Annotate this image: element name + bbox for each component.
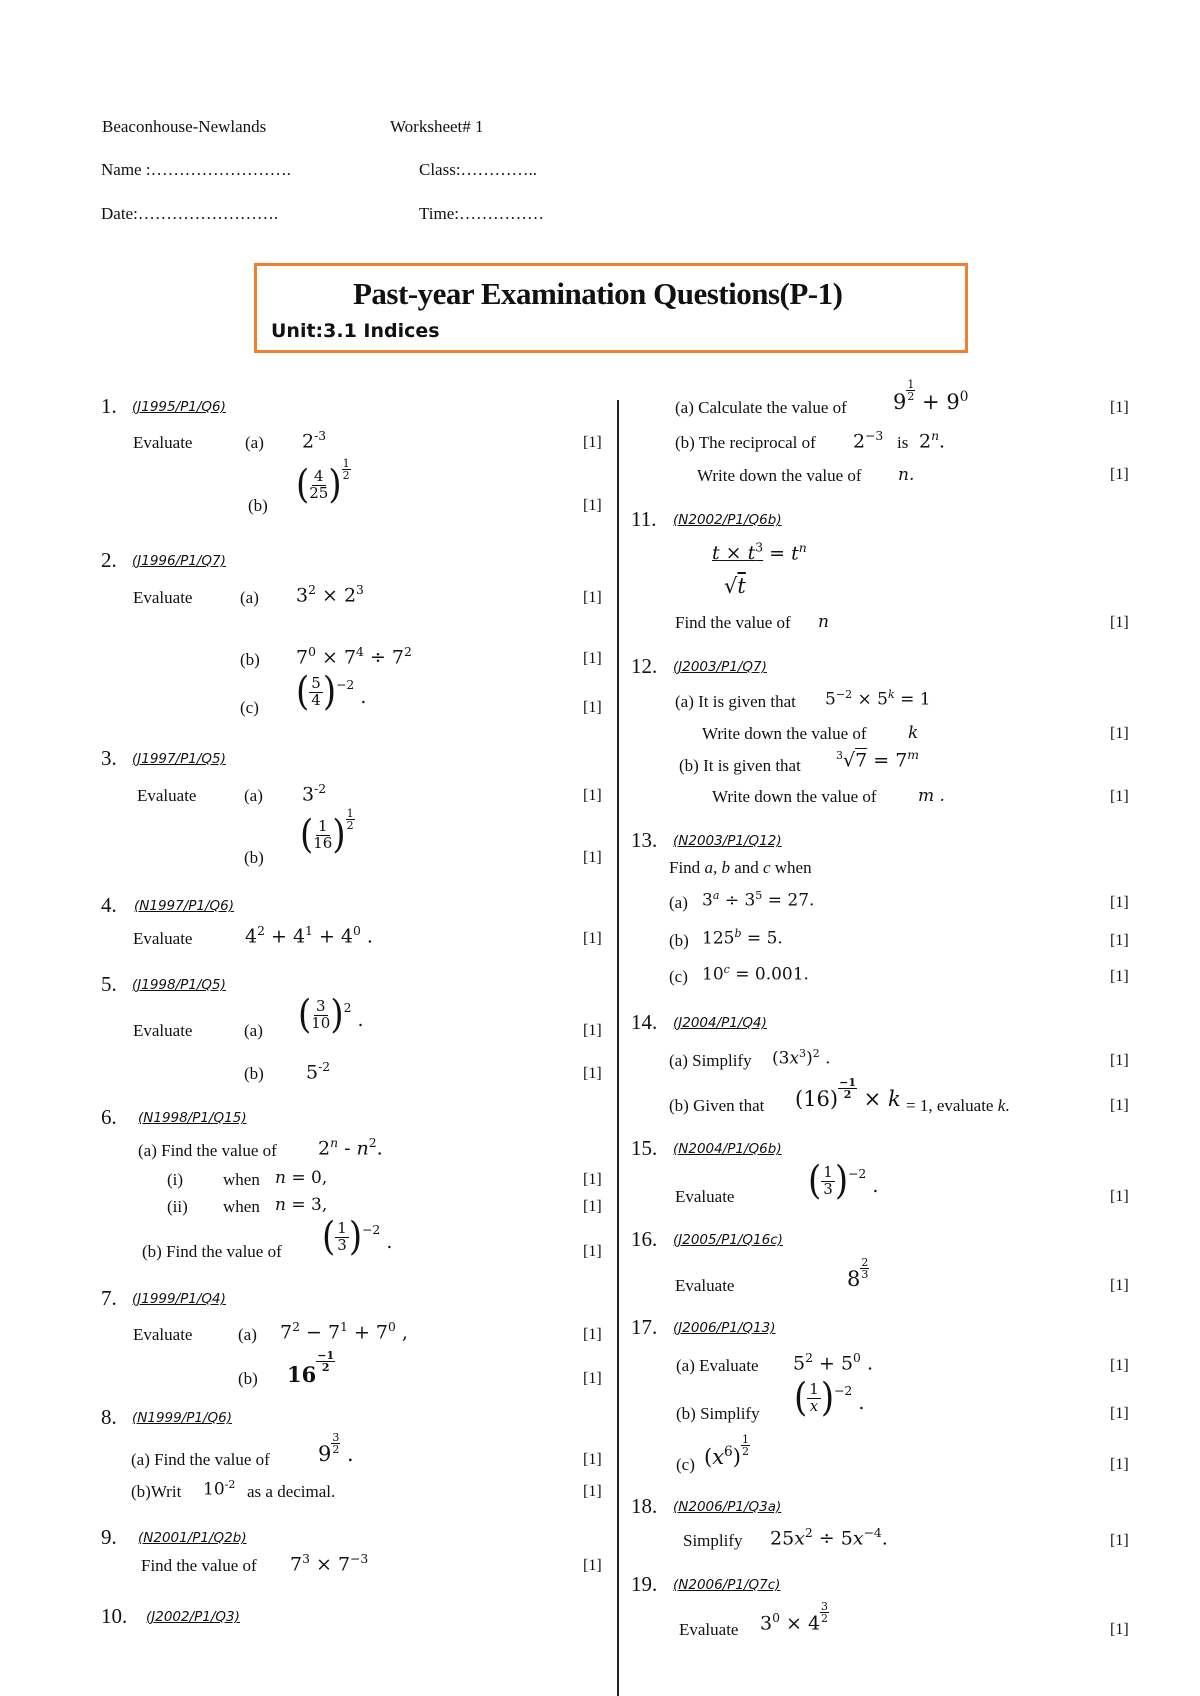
q5-b-expr: $5^{-2}$: [306, 1060, 331, 1084]
q1-b-expr: ( $\frac{4}{25}$ ) $\frac{1}{2}$: [296, 457, 350, 508]
q1-b-label: (b): [248, 496, 268, 515]
q17-c-mark: [1]: [1110, 1456, 1129, 1473]
q5-b-mark: [1]: [583, 1065, 602, 1082]
q17-a-expr: $5^2 + 5^0$ .: [793, 1351, 873, 1375]
q10-b2-text: Write down the value of: [697, 466, 862, 485]
q14-b-mark: [1]: [1110, 1097, 1129, 1114]
q16-mark: [1]: [1110, 1277, 1129, 1294]
q15-mark: [1]: [1110, 1188, 1129, 1205]
q7-reference: (J1999/P1/Q4): [132, 1291, 226, 1307]
column-divider: [617, 400, 619, 1696]
q14-reference: (J2004/P1/Q4): [673, 1015, 767, 1031]
q10-b-is: is: [897, 433, 909, 452]
q9-mark: [1]: [583, 1557, 602, 1574]
page-title: Past-year Examination Questions(P-1): [353, 276, 843, 311]
q17-b-mark: [1]: [1110, 1405, 1129, 1422]
q17-a-mark: [1]: [1110, 1357, 1129, 1374]
q9-number: 9.: [101, 1525, 117, 1549]
q19-number: 19.: [631, 1572, 658, 1596]
worksheet-number: Worksheet# 1: [390, 117, 484, 136]
q18-text: Simplify: [683, 1531, 743, 1550]
q3-a-label: (a): [244, 786, 263, 805]
unit-subtitle: Unit:3.1 Indices: [271, 320, 440, 342]
q19-evaluate: Evaluate: [679, 1620, 739, 1639]
q19-reference: (N2006/P1/Q7c): [673, 1577, 781, 1593]
q5-a-mark: [1]: [583, 1022, 602, 1039]
title-box: [254, 263, 968, 353]
q2-b-expr: $7^0 \times 7^4 \div 7^2$: [296, 645, 412, 669]
q10-a-expr: 9 $\frac{1}{2}$ + $9^0$: [893, 378, 969, 414]
q14-b-tail: = 1, evaluate k.: [906, 1096, 1010, 1115]
q13-b-label: (b): [669, 931, 689, 950]
q13-c-label: (c): [669, 967, 688, 986]
q8-reference: (N1999/P1/Q6): [132, 1410, 233, 1426]
q6-a-expr: $2^n - n^2$.: [318, 1136, 383, 1160]
q10-reference: (J2002/P1/Q3): [146, 1609, 240, 1625]
q6-i-mark: [1]: [583, 1171, 602, 1188]
q3-evaluate: Evaluate: [137, 786, 197, 805]
q8-a-expr: 9 $\frac{3}{2}$ .: [318, 1431, 354, 1466]
q6-i-label: (i): [167, 1170, 184, 1189]
q12-a2-text: Write down the value of: [702, 724, 867, 743]
q8-b-expr: $10^{-2}$: [203, 1478, 236, 1500]
q1-a-mark: [1]: [583, 434, 602, 451]
q10-b-expr2: 2$^n$.: [919, 429, 946, 453]
q2-a-mark: [1]: [583, 589, 602, 606]
q11-number: 11.: [631, 507, 657, 531]
q14-a-expr: $(3x^3)^2$ .: [772, 1047, 831, 1069]
q13-a-expr: $3^a \div 3^5 = 27$.: [702, 889, 815, 911]
q10-b2-var: n.: [898, 465, 915, 485]
q12-a2-var: k: [908, 723, 919, 743]
q15-number: 15.: [631, 1136, 658, 1160]
q11-text: Find the value of: [675, 613, 791, 632]
q3-reference: (J1997/P1/Q5): [132, 751, 226, 767]
q7-b-mark: [1]: [583, 1370, 602, 1387]
q4-evaluate: Evaluate: [133, 929, 193, 948]
q5-a-label: (a): [244, 1021, 263, 1040]
q10-b-expr1: $2^{-3}$: [853, 429, 884, 453]
q7-number: 7.: [101, 1286, 117, 1310]
q15-expr: ( $\frac{1}{3}$ ) $^{-2}$ .: [808, 1158, 879, 1204]
q5-reference: (J1998/P1/Q5): [132, 977, 226, 993]
q6-ii-expr: n = 3,: [275, 1195, 328, 1215]
q1-a-expr: $2^{-3}$: [302, 429, 327, 453]
q6-a-text: (a) Find the value of: [138, 1141, 277, 1160]
q19-mark: [1]: [1110, 1621, 1129, 1638]
q17-b-expr: ( $\frac{1}{x}$ ) $^{-2}$ .: [794, 1375, 865, 1421]
q9-text: Find the value of: [141, 1556, 257, 1575]
q4-mark: [1]: [583, 930, 602, 947]
q6-ii-when: when: [223, 1197, 260, 1216]
q14-a-mark: [1]: [1110, 1052, 1129, 1069]
q6-ii-label: (ii): [167, 1197, 188, 1216]
q13-b-expr: $125^b = 5$.: [702, 927, 783, 949]
q2-a-label: (a): [240, 588, 259, 607]
time-field: Time:……………: [419, 204, 545, 223]
q3-a-mark: [1]: [583, 787, 602, 804]
q3-number: 3.: [101, 746, 117, 770]
q14-b-expr: (16) $\frac{-1}{2}$ × k: [795, 1076, 901, 1111]
q17-b-text: (b) Simplify: [676, 1404, 760, 1423]
q10-b-text: (b) The reciprocal of: [675, 433, 816, 452]
q16-evaluate: Evaluate: [675, 1276, 735, 1295]
q18-mark: [1]: [1110, 1532, 1129, 1549]
q18-number: 18.: [631, 1494, 658, 1518]
q10-a-mark: [1]: [1110, 399, 1129, 416]
q12-reference: (J2003/P1/Q7): [673, 659, 767, 675]
q12-a-text: (a) It is given that: [675, 692, 796, 711]
q2-evaluate: Evaluate: [133, 588, 193, 607]
q13-c-mark: [1]: [1110, 968, 1129, 985]
q13-number: 13.: [631, 828, 658, 852]
q17-c-expr: $(x^6)$ $\frac{1}{2}$: [704, 1433, 749, 1469]
q7-a-expr: $7^2 - 7^1 + 7^0$ ,: [280, 1320, 408, 1344]
q14-number: 14.: [631, 1010, 658, 1034]
q12-a-expr: $5^{-2} \times 5^k = 1$: [825, 688, 931, 710]
q8-a-mark: [1]: [583, 1451, 602, 1468]
q6-b-mark: [1]: [583, 1243, 602, 1260]
q16-expr: 8 $\frac{2}{3}$: [847, 1256, 869, 1291]
q10-a-text: (a) Calculate the value of: [675, 398, 847, 417]
q13-c-expr: $10^c = 0.001$.: [702, 963, 809, 985]
q3-b-expr: ( $\frac{1}{16}$ ) $\frac{1}{2}$: [300, 807, 354, 858]
q12-b2-text: Write down the value of: [712, 787, 877, 806]
q7-b-expr: 16 $\frac{-1}{2}$: [287, 1349, 335, 1387]
q2-b-mark: [1]: [583, 650, 602, 667]
q13-and: and: [734, 858, 759, 877]
q16-reference: (J2005/P1/Q16c): [673, 1232, 783, 1248]
q1-a-label: (a): [245, 433, 264, 452]
q7-evaluate: Evaluate: [133, 1325, 193, 1344]
q17-a-text: (a) Evaluate: [676, 1356, 759, 1375]
q13-b-mark: [1]: [1110, 932, 1129, 949]
q8-b-text: (b)Writ: [131, 1482, 182, 1501]
q4-number: 4.: [101, 893, 117, 917]
q12-b-mark: [1]: [1110, 788, 1129, 805]
q12-a-mark: [1]: [1110, 725, 1129, 742]
q4-reference: (N1997/P1/Q6): [134, 898, 235, 914]
q18-reference: (N2006/P1/Q3a): [673, 1499, 782, 1515]
q2-b-label: (b): [240, 650, 260, 669]
school-name: Beaconhouse-Newlands: [102, 117, 267, 136]
q14-b-text: (b) Given that: [669, 1096, 765, 1115]
q11-numerator: $t \times t^3 = t^n$: [712, 541, 807, 565]
q5-b-label: (b): [244, 1064, 264, 1083]
q17-c-label: (c): [676, 1455, 695, 1474]
q12-number: 12.: [631, 654, 658, 678]
q13-reference: (N2003/P1/Q12): [673, 833, 782, 849]
q2-number: 2.: [101, 548, 117, 572]
q2-c-mark: [1]: [583, 699, 602, 716]
q17-reference: (J2006/P1/Q13): [673, 1320, 776, 1336]
q1-evaluate: Evaluate: [133, 433, 193, 452]
q11-reference: (N2002/P1/Q6b): [673, 512, 782, 528]
q13-a-label: (a): [669, 893, 688, 912]
q11-mark: [1]: [1110, 614, 1129, 631]
q6-i-when: when: [223, 1170, 260, 1189]
q10-number: 10.: [101, 1604, 128, 1628]
q6-b-text: (b) Find the value of: [142, 1242, 282, 1261]
q8-b-mark: [1]: [583, 1483, 602, 1500]
q5-a-expr: ( $\frac{3}{10}$ ) $^2$ .: [298, 992, 364, 1038]
q15-evaluate: Evaluate: [675, 1187, 735, 1206]
q16-number: 16.: [631, 1227, 658, 1251]
q7-a-mark: [1]: [583, 1326, 602, 1343]
q14-a-text: (a) Simplify: [669, 1051, 752, 1070]
q1-b-mark: [1]: [583, 497, 602, 514]
q6-ii-mark: [1]: [583, 1198, 602, 1215]
q3-a-expr: $3^{-2}$: [302, 782, 327, 806]
q12-b-text: (b) It is given that: [679, 756, 801, 775]
q10-b-mark: [1]: [1110, 466, 1129, 483]
q6-b-expr: ( $\frac{1}{3}$ ) $^{-2}$ .: [322, 1214, 393, 1260]
q14-b-tail-text: = 1, evaluate: [906, 1096, 994, 1115]
q12-b-expr: $^3√7 = 7^m$: [836, 748, 920, 772]
q8-number: 8.: [101, 1405, 117, 1429]
q19-expr: $3^0 \times 4$ $\frac{3}{2}$: [760, 1600, 829, 1635]
q2-reference: (J1996/P1/Q7): [132, 553, 226, 569]
q2-a-expr: $3^2 \times 2^3$: [296, 583, 364, 607]
name-field: Name :…………………….: [101, 160, 291, 179]
q7-a-label: (a): [238, 1325, 257, 1344]
q7-b-label: (b): [238, 1369, 258, 1388]
q8-a-text: (a) Find the value of: [131, 1450, 270, 1469]
q1-number: 1.: [101, 394, 117, 418]
q3-b-label: (b): [244, 848, 264, 867]
q13-find: Find: [669, 858, 701, 877]
q12-b2-var: m .: [918, 786, 945, 806]
q13-intro: Find a, b and c when: [669, 858, 812, 877]
q9-reference: (N2001/P1/Q2b): [138, 1530, 247, 1546]
q1-reference: (J1995/P1/Q6): [132, 399, 226, 415]
q4-expr: $4^2 + 4^1 + 4^0$ .: [245, 924, 373, 948]
q18-expr: $25x^2 \div 5x^{-4}$.: [770, 1526, 888, 1550]
q5-number: 5.: [101, 972, 117, 996]
class-field: Class:…………..: [419, 160, 538, 179]
q8-b-tail: as a decimal.: [247, 1482, 336, 1501]
q15-reference: (N2004/P1/Q6b): [673, 1141, 782, 1157]
q3-b-mark: [1]: [583, 849, 602, 866]
q17-number: 17.: [631, 1315, 658, 1339]
q2-c-expr: ( $\frac{5}{4}$ ) $^{-2}$ .: [296, 669, 367, 715]
q6-i-expr: n = 0,: [275, 1168, 328, 1188]
q13-a-mark: [1]: [1110, 894, 1129, 911]
q2-c-label: (c): [240, 698, 259, 717]
q5-evaluate: Evaluate: [133, 1021, 193, 1040]
q6-number: 6.: [101, 1105, 117, 1129]
q6-reference: (N1998/P1/Q15): [138, 1110, 247, 1126]
q9-expr: $7^3 \times 7^{-3}$: [290, 1552, 369, 1576]
q13-when: when: [774, 858, 812, 877]
q11-var: n: [818, 612, 829, 632]
date-field: Date:…………………….: [101, 204, 279, 223]
q11-denominator: √t: [724, 574, 746, 598]
